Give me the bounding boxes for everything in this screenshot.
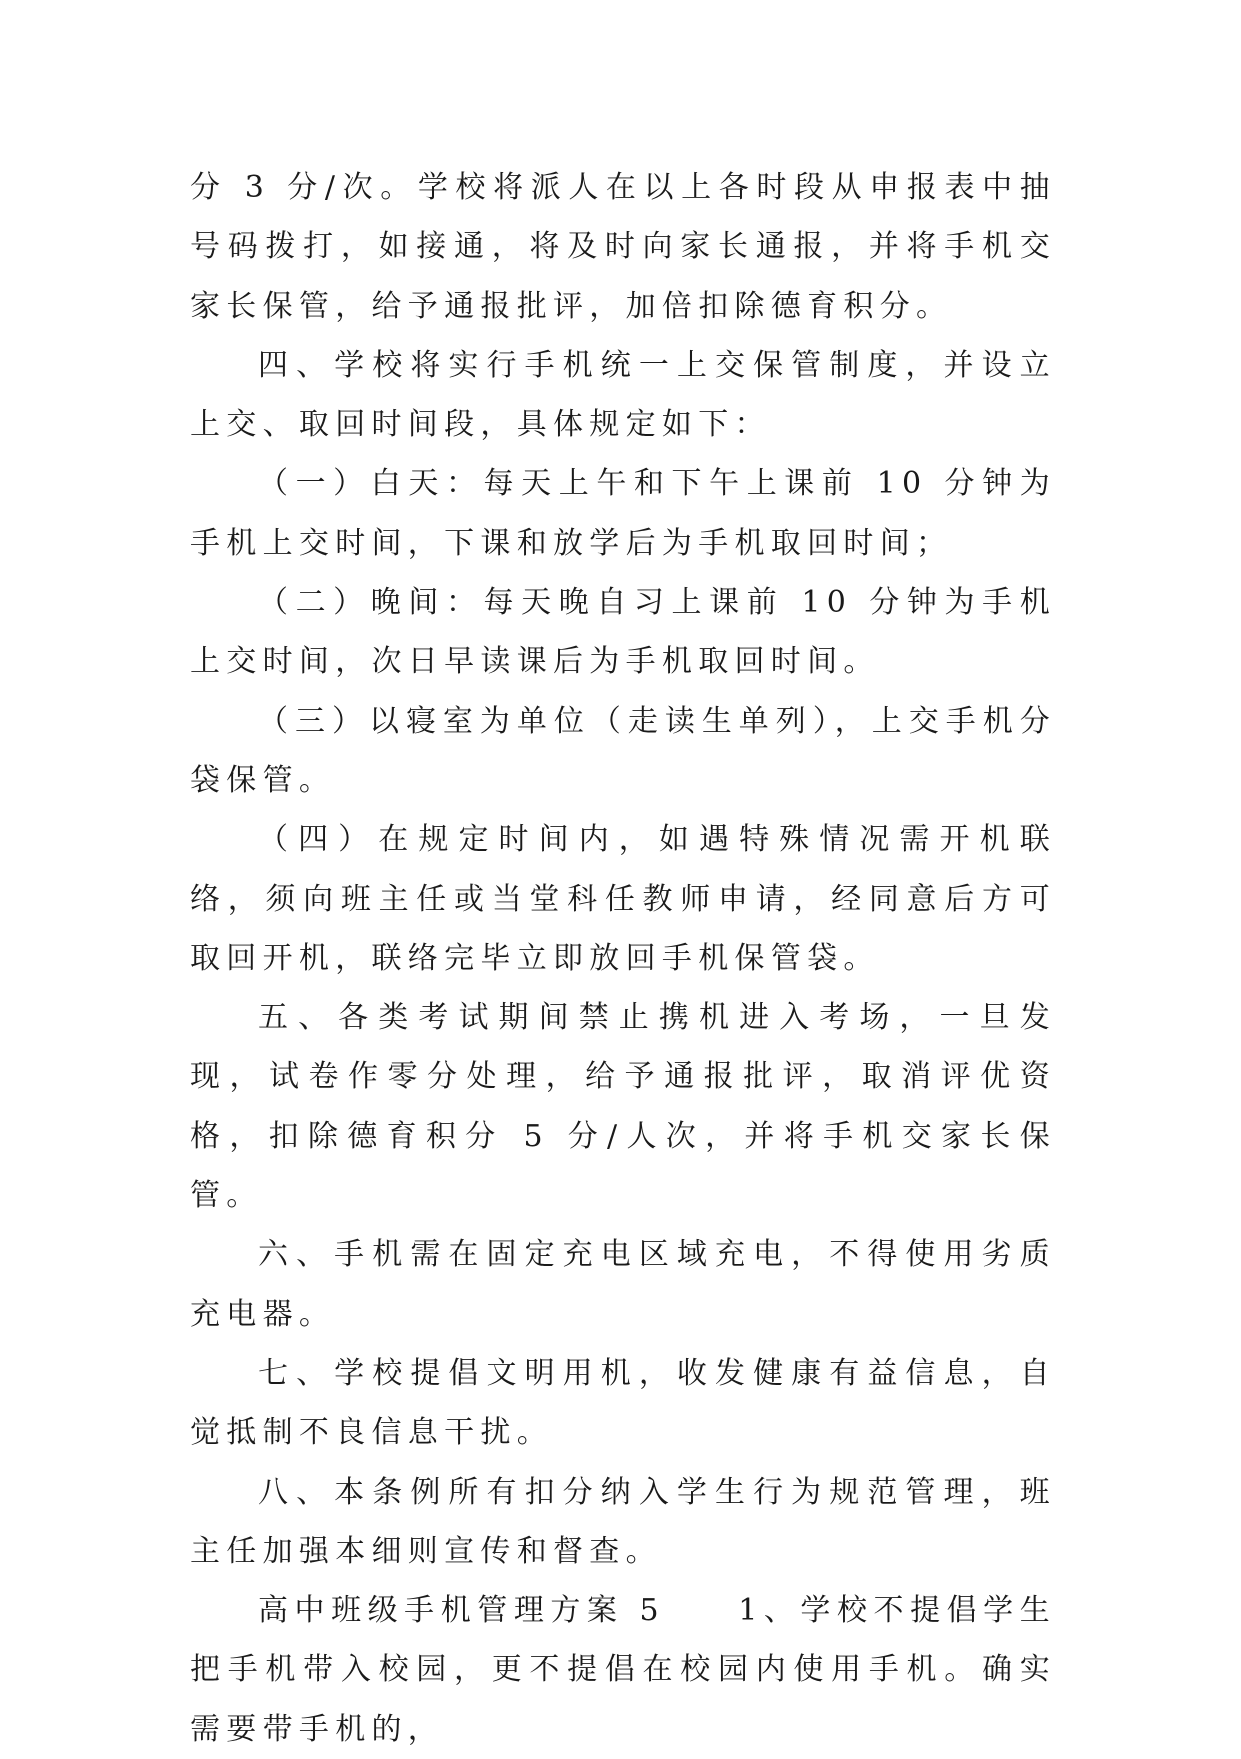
paragraph-rule-4-3: （三）以寝室为单位（走读生单列），上交手机分袋保管。 xyxy=(190,703,1056,798)
paragraph-plan-5: 高中班级手机管理方案 5 1、学校不提倡学生把手机带入校园，更不提倡在校园内使用手机。确实需要带手机的， xyxy=(190,1593,1056,1747)
document-body xyxy=(190,158,1056,1759)
paragraph-rule-7: 七、学校提倡文明用机，收发健康有益信息，自觉抵制不良信息干扰。 xyxy=(190,1355,1056,1451)
paragraph-rule-4: 四、学校将实行手机统一上交保管制度，并设立上交、取回时间段，具体规定如下： xyxy=(190,347,1056,443)
paragraph-rule-4-1: （一）白天：每天上午和下午上课前 10 分钟为手机上交时间，下课和放学后为手机取回时间； xyxy=(190,466,1056,561)
paragraph-continuation: 分 3 分/次。学校将派人在以上各时段从申报表中抽号码拨打，如接通，将及时向家长通报，并将手机交家长保管，给予通报批评，加倍扣除德育积分。 xyxy=(190,170,1056,324)
paragraph-rule-5: 五、各类考试期间禁止携机进入考场，一旦发现，试卷作零分处理，给予通报批评，取消评优资格，扣除德育积分 5 分/人次，并将手机交家长保管。 xyxy=(190,1000,1056,1214)
paragraph-rule-8: 八、本条例所有扣分纳入学生行为规范管理，班主任加强本细则宣传和督查。 xyxy=(190,1474,1056,1569)
paragraph-rule-4-4: （四）在规定时间内，如遇特殊情况需开机联络，须向班主任或当堂科任教师申请，经同意后方可取回开机，联络完毕立即放回手机保管袋。 xyxy=(190,822,1056,976)
paragraph-rule-6: 六、手机需在固定充电区域充电，不得使用劣质充电器。 xyxy=(190,1237,1056,1332)
paragraph-rule-4-2: （二）晚间：每天晚自习上课前 10 分钟为手机上交时间，次日早读课后为手机取回时间。 xyxy=(190,585,1056,680)
